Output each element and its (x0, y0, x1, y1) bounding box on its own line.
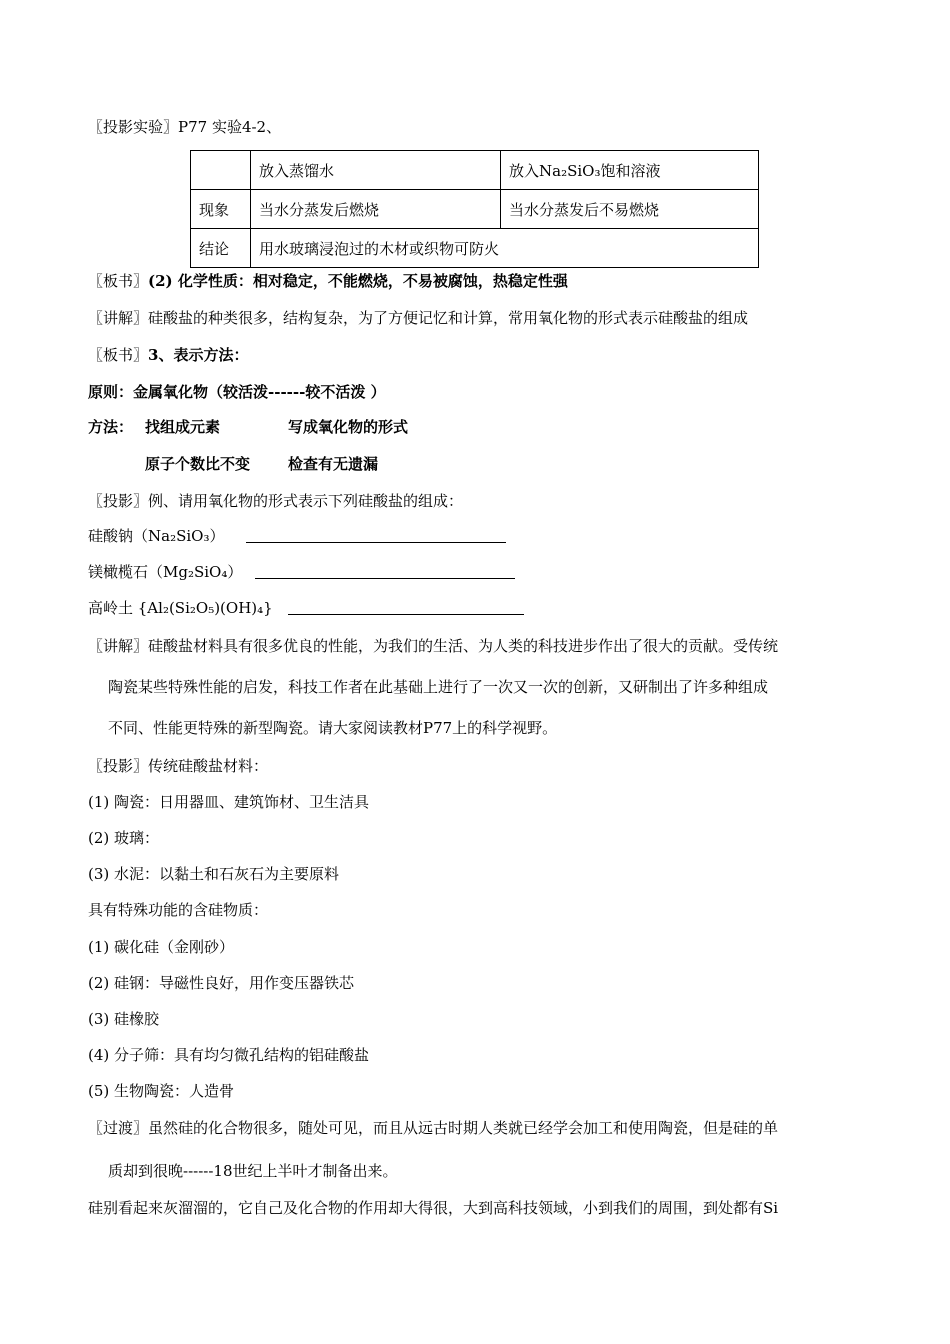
list-item: (4) 分子筛：具有均匀微孔结构的铝硅酸盐 (88, 1046, 370, 1064)
principle-line: 原则：金属氧化物（较活泼------较不活泼 ） (88, 383, 386, 401)
list-item: (2) 玻璃： (88, 829, 160, 847)
table-cell: 结论 (191, 229, 251, 268)
example-item (88, 562, 242, 582)
example-label: 镁橄榄石（Mg₂SiO₄） (88, 563, 243, 581)
answer-blank[interactable] (255, 564, 515, 579)
board-note-2 (88, 345, 248, 365)
table-row (191, 151, 759, 190)
board-note-1 (88, 271, 568, 291)
board-tag: 〖板书〗 (88, 346, 149, 364)
example-item (88, 526, 224, 546)
table-cell: 当水分蒸发后不易燃烧 (501, 190, 759, 229)
table-row (191, 229, 759, 268)
method-line (88, 417, 409, 437)
traditional-title: 〖投影〗传统硅酸盐材料： (88, 757, 269, 775)
table-cell: 放入Na₂SiO₃饱和溶液 (501, 151, 759, 190)
answer-blank[interactable] (288, 600, 524, 615)
board-tag: 〖板书〗 (88, 272, 149, 290)
method-label: 方法： (88, 418, 134, 436)
method-step: 写成氧化物的形式 (288, 418, 409, 436)
list-item: (5) 生物陶瓷：人造骨 (88, 1082, 235, 1100)
table-cell: 现象 (191, 190, 251, 229)
method-step: 检查有无遗漏 (288, 455, 379, 473)
list-item: (3) 水泥：以黏土和石灰石为主要原料 (88, 865, 340, 883)
list-item: (1) 陶瓷：日用器皿、建筑饰材、卫生洁具 (88, 793, 370, 811)
method-step: 找组成元素 (145, 418, 221, 436)
transition-note: 〖过渡〗虽然硅的化合物很多，随处可见，而且从远古时期人类就已经学会加工和使用陶瓷，但是硅的单 (88, 1119, 779, 1137)
board-text: 3、表示方法： (148, 346, 249, 364)
table-cell: 放入蒸馏水 (251, 151, 501, 190)
example-prompt: 〖投影〗例、请用氧化物的形式表示下列硅酸盐的组成： (88, 492, 464, 510)
lecture-note-2-cont: 不同、性能更特殊的新型陶瓷。请大家阅读教材P77上的科学视野。 (108, 719, 558, 737)
answer-blank[interactable] (246, 528, 506, 543)
experiment-table (190, 150, 759, 268)
method-step: 原子个数比不变 (145, 455, 251, 473)
lecture-note-1: 〖讲解〗硅酸盐的种类很多，结构复杂，为了方便记忆和计算，常用氧化物的形式表示硅酸盐的组成 (88, 309, 749, 327)
example-label: 高岭土 {Al₂(Si₂O₅)(OH)₄} (88, 599, 273, 617)
example-label: 硅酸钠（Na₂SiO₃） (88, 527, 225, 545)
transition-note-cont: 质却到很晚------18世纪上半叶才制备出来。 (108, 1162, 398, 1180)
lecture-note-2-cont: 陶瓷某些特殊性能的启发，科技工作者在此基础上进行了一次又一次的创新，又研制出了许多种组成 (108, 678, 769, 696)
list-item: (2) 硅钢：导磁性良好，用作变压器铁芯 (88, 974, 355, 992)
list-item: (1) 碳化硅（金刚砂） (88, 938, 235, 956)
table-cell (191, 151, 251, 190)
table-cell: 当水分蒸发后燃烧 (251, 190, 501, 229)
lecture-note-2: 〖讲解〗硅酸盐材料具有很多优良的性能，为我们的生活、为人类的科技进步作出了很大的贡献。受传统 (88, 637, 779, 655)
section-heading: 〖投影实验〗P77 实验4-2、 (88, 118, 282, 136)
closing-paragraph: 硅别看起来灰溜溜的，它自己及化合物的作用却大得很，大到高科技领域，小到我们的周围，到处都有Si (88, 1199, 779, 1217)
table-row (191, 190, 759, 229)
list-item: (3) 硅橡胶 (88, 1010, 160, 1028)
board-text: (2) 化学性质：相对稳定，不能燃烧，不易被腐蚀，热稳定性强 (148, 272, 568, 290)
table-cell: 用水玻璃浸泡过的木材或织物可防火 (251, 229, 759, 268)
special-title: 具有特殊功能的含硅物质： (88, 901, 269, 919)
example-item (88, 598, 273, 618)
